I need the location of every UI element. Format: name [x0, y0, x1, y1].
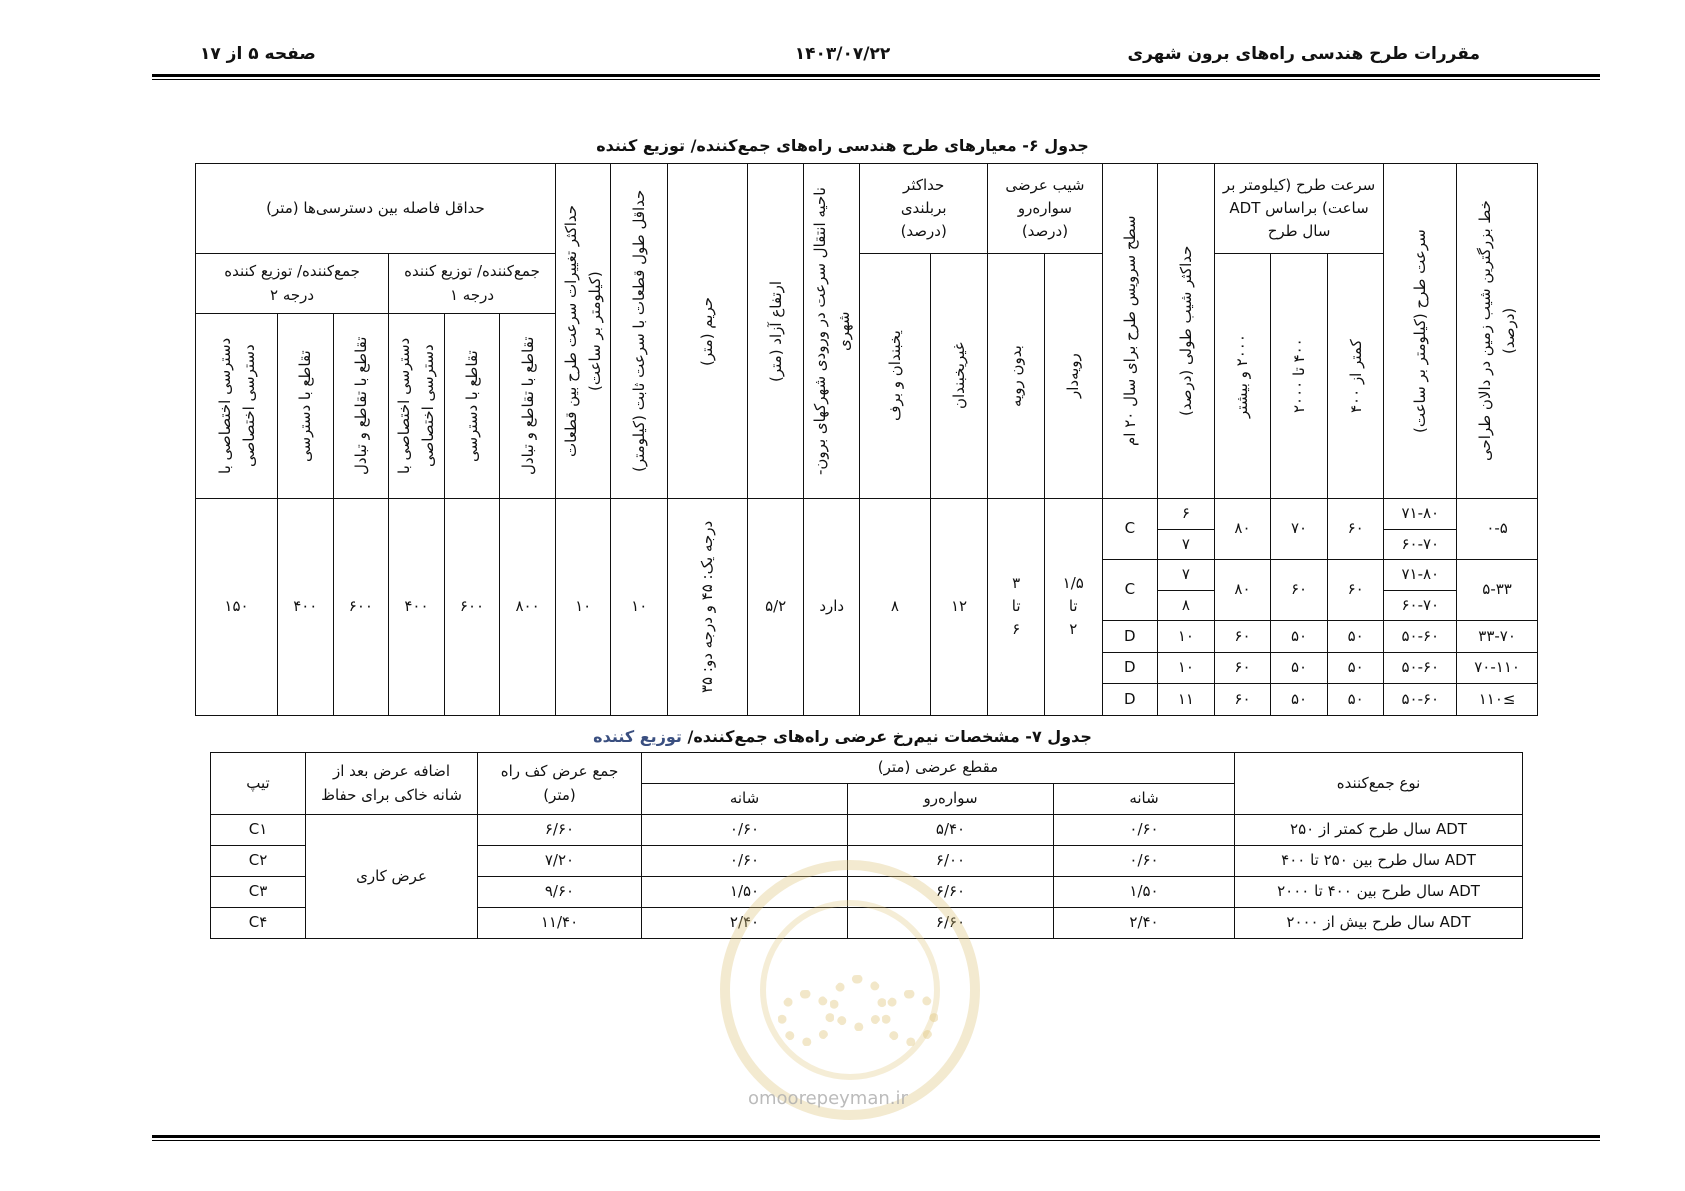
- cell-transition: دارد: [804, 499, 860, 716]
- table-row: [211, 815, 1523, 846]
- cell-g2-int-access: ۴۰۰: [277, 499, 333, 716]
- cell-shoulder-2: ۲/۴۰: [642, 908, 848, 939]
- footer-rule: [152, 1135, 1600, 1141]
- cell-adt-3: ۶۰: [1214, 684, 1271, 716]
- cell-max-grade: ۱۰: [1158, 652, 1215, 684]
- page-number: صفحه ۵ از ۱۷: [200, 44, 316, 64]
- cell-carriageway: ۶/۰۰: [848, 846, 1054, 877]
- cell-terrain: ۳۳-۷۰: [1457, 621, 1538, 653]
- h-speed-adt: سرعت طرح (کیلومتر بر ساعت) براساس ADT سال طرح: [1214, 164, 1384, 254]
- cell-adt-3: ۶۰: [1214, 621, 1271, 653]
- cell-los: C: [1102, 499, 1158, 560]
- h-min-length: حداقل طول قطعات با سرعت ثابت (کیلومتر): [611, 164, 668, 499]
- table7-caption: جدول ۷- مشخصات نیم‌رخ عرضی راه‌های جمع‌کننده/ توزیع کننده: [593, 727, 1092, 746]
- cell-terrain: ۰-۵: [1457, 499, 1538, 560]
- h-adt-2000-plus: ۲۰۰۰ و بیشتر: [1214, 254, 1271, 499]
- cell-total-width: ۹/۶۰: [478, 877, 642, 908]
- h-cross-section: مقطع عرضی (متر): [642, 753, 1235, 784]
- cell-max-grade: ۷: [1158, 560, 1215, 591]
- header-rule: [152, 74, 1600, 80]
- h-unpaved: بدون رویه: [988, 254, 1045, 499]
- h-los: سطح سرویس طرح برای سال ۲۰ ام: [1102, 164, 1158, 499]
- cell-design-speed: ۷۱-۸۰: [1384, 560, 1457, 591]
- cell-type: C۲: [211, 846, 306, 877]
- table6: [195, 163, 1538, 716]
- gear-icon: [830, 975, 886, 1031]
- cell-collector-type: ADT سال طرح بیش از ۲۰۰۰: [1235, 908, 1523, 939]
- cell-los: D: [1102, 621, 1158, 653]
- h-max-grade: حداکثر شیب طولی (درصد): [1158, 164, 1215, 499]
- h-access-spacing: حداقل فاصله بین دسترسی‌ها (متر): [196, 164, 556, 254]
- cell-shoulder-1: ۰/۶۰: [1054, 846, 1235, 877]
- h-max-speed-change: حداکثر تغییرات سرعت طرح بین قطعات (کیلومتر بر ساعت): [555, 164, 611, 499]
- h-right-of-way: حریم (متر): [668, 164, 748, 499]
- cell-los: D: [1102, 652, 1158, 684]
- cell-design-speed: ۵۰-۶۰: [1384, 652, 1457, 684]
- cell-max-grade: ۸: [1158, 590, 1215, 621]
- cell-shoulder-1: ۲/۴۰: [1054, 908, 1235, 939]
- cell-collector-type: ADT سال طرح کمتر از ۲۵۰: [1235, 815, 1523, 846]
- cell-type: C۳: [211, 877, 306, 908]
- h-g2-int-access: تقاطع با دسترسی: [277, 314, 333, 499]
- h-transition-zone: ناحیه انتقال سرعت در ورودی شهرکهای برون-شهری: [804, 164, 860, 499]
- cell-shoulder-1: ۰/۶۰: [1054, 815, 1235, 846]
- cell-collector-type: ADT سال طرح بین ۲۵۰ تا ۴۰۰: [1235, 846, 1523, 877]
- cell-total-width: ۶/۶۰: [478, 815, 642, 846]
- h-superelevation: حداکثر بربلندی (درصد): [860, 164, 988, 254]
- table6-caption: جدول ۶- معیارهای طرح هندسی راه‌های جمع‌کننده/ توزیع کننده: [596, 136, 1089, 155]
- h-carriageway: سواره‌رو: [848, 784, 1054, 815]
- cell-shoulder-2: ۰/۶۰: [642, 815, 848, 846]
- h-guardrail-extra: اضافه عرض بعد از شانه خاکی برای حفاظ: [306, 753, 478, 815]
- h-shoulder-1: شانه: [1054, 784, 1235, 815]
- cell-adt-1: ۵۰: [1327, 621, 1384, 653]
- cell-adt-3: ۸۰: [1214, 499, 1271, 560]
- h-g1-int-int: تقاطع با تقاطع و تبادل: [500, 314, 556, 499]
- cell-adt-2: ۷۰: [1271, 499, 1328, 560]
- cell-guardrail-extra: عرض کاری: [306, 815, 478, 939]
- cell-shoulder-2: ۱/۵۰: [642, 877, 848, 908]
- h-design-speed: سرعت طرح (کیلومتر بر ساعت): [1384, 164, 1457, 499]
- h-total-width: جمع عرض کف راه (متر): [478, 753, 642, 815]
- cell-icy: ۸: [860, 499, 931, 716]
- cell-carriageway: ۵/۴۰: [848, 815, 1054, 846]
- cell-terrain: ≥۱۱۰: [1457, 684, 1538, 716]
- cell-min-length: ۱۰: [611, 499, 668, 716]
- cell-carriageway: ۶/۶۰: [848, 877, 1054, 908]
- cell-g1-int-int: ۸۰۰: [500, 499, 556, 716]
- cell-shoulder-1: ۱/۵۰: [1054, 877, 1235, 908]
- watermark-text: omoorepeyman.ir: [748, 1088, 908, 1109]
- h-g2-private: دسترسی اختصاصی با دسترسی اختصاصی: [196, 314, 278, 499]
- cell-g2-private: ۱۵۰: [196, 499, 278, 716]
- cell-total-width: ۷/۲۰: [478, 846, 642, 877]
- h-g2-int-int: تقاطع با تقاطع و تبادل: [333, 314, 389, 499]
- cell-design-speed: ۷۱-۸۰: [1384, 499, 1457, 530]
- cell-non-icy: ۱۲: [930, 499, 988, 716]
- h-grade-2: جمع‌کننده/ توزیع کننده درجه ۲: [196, 254, 389, 314]
- cell-g1-private: ۴۰۰: [389, 499, 445, 716]
- cell-design-speed: ۶۰-۷۰: [1384, 590, 1457, 621]
- cell-terrain: ۵-۳۳: [1457, 560, 1538, 621]
- cell-type: C۴: [211, 908, 306, 939]
- h-non-icy: غیریخبندان: [930, 254, 988, 499]
- cell-los: D: [1102, 684, 1158, 716]
- h-collector-type: نوع جمع‌کننده: [1235, 753, 1523, 815]
- cell-max-grade: ۱۰: [1158, 621, 1215, 653]
- cell-adt-1: ۵۰: [1327, 684, 1384, 716]
- h-g1-private: دسترسی اختصاصی با دسترسی اختصاصی: [389, 314, 445, 499]
- cell-max-grade: ۷: [1158, 529, 1215, 560]
- cell-terrain: ۷۰-۱۱۰: [1457, 652, 1538, 684]
- h-icy: یخبندان و برف: [860, 254, 931, 499]
- cell-paved: ۱/۵ تا ۲: [1044, 499, 1102, 716]
- cell-adt-3: ۶۰: [1214, 652, 1271, 684]
- cell-los: C: [1102, 560, 1158, 621]
- cell-carriageway: ۶/۶۰: [848, 908, 1054, 939]
- cell-max-speed-change: ۱۰: [555, 499, 611, 716]
- cell-g1-int-access: ۶۰۰: [444, 499, 500, 716]
- h-type: تیپ: [211, 753, 306, 815]
- cell-max-grade: ۶: [1158, 499, 1215, 530]
- gear-icon: [882, 990, 938, 1046]
- h-adt-400-2000: ۴۰۰ تا ۲۰۰۰: [1271, 254, 1328, 499]
- cell-adt-2: ۶۰: [1271, 560, 1328, 621]
- cell-type: C۱: [211, 815, 306, 846]
- cell-max-grade: ۱۱: [1158, 684, 1215, 716]
- cell-shoulder-2: ۰/۶۰: [642, 846, 848, 877]
- document-date: ۱۴۰۳/۰۷/۲۲: [794, 44, 891, 64]
- cell-unpaved: ۳ تا ۶: [988, 499, 1045, 716]
- cell-clearance: ۵/۲: [747, 499, 804, 716]
- cell-adt-2: ۵۰: [1271, 621, 1328, 653]
- gear-icon: [778, 990, 834, 1046]
- h-cross-slope: شیب عرضی سواره‌رو (درصد): [988, 164, 1102, 254]
- cell-adt-1: ۶۰: [1327, 560, 1384, 621]
- table-row: [196, 499, 1538, 530]
- logo-seal-icon: [720, 860, 980, 1120]
- document-title: مقررات طرح هندسی راه‌های برون شهری: [1127, 44, 1480, 64]
- cell-adt-1: ۶۰: [1327, 499, 1384, 560]
- cell-collector-type: ADT سال طرح بین ۴۰۰ تا ۲۰۰۰: [1235, 877, 1523, 908]
- cell-design-speed: ۵۰-۶۰: [1384, 621, 1457, 653]
- h-adt-lt400: کمتر از ۴۰۰: [1327, 254, 1384, 499]
- cell-right-of-way: درجه یک: ۴۵ و درجه دو: ۳۵: [668, 499, 748, 716]
- cell-design-speed: ۵۰-۶۰: [1384, 684, 1457, 716]
- cell-adt-1: ۵۰: [1327, 652, 1384, 684]
- cell-total-width: ۱۱/۴۰: [478, 908, 642, 939]
- h-terrain: خط بزرگترین شیب زمین در دالان طراحی (درصد): [1457, 164, 1538, 499]
- cell-adt-2: ۵۰: [1271, 652, 1328, 684]
- cell-g2-int-int: ۶۰۰: [333, 499, 389, 716]
- cell-adt-2: ۵۰: [1271, 684, 1328, 716]
- h-paved: رویه‌دار: [1044, 254, 1102, 499]
- h-shoulder-2: شانه: [642, 784, 848, 815]
- cell-adt-3: ۸۰: [1214, 560, 1271, 621]
- h-grade-1: جمع‌کننده/ توزیع کننده درجه ۱: [389, 254, 556, 314]
- h-g1-int-access: تقاطع با دسترسی: [444, 314, 500, 499]
- h-clearance: ارتفاع آزاد (متر): [747, 164, 804, 499]
- cell-design-speed: ۶۰-۷۰: [1384, 529, 1457, 560]
